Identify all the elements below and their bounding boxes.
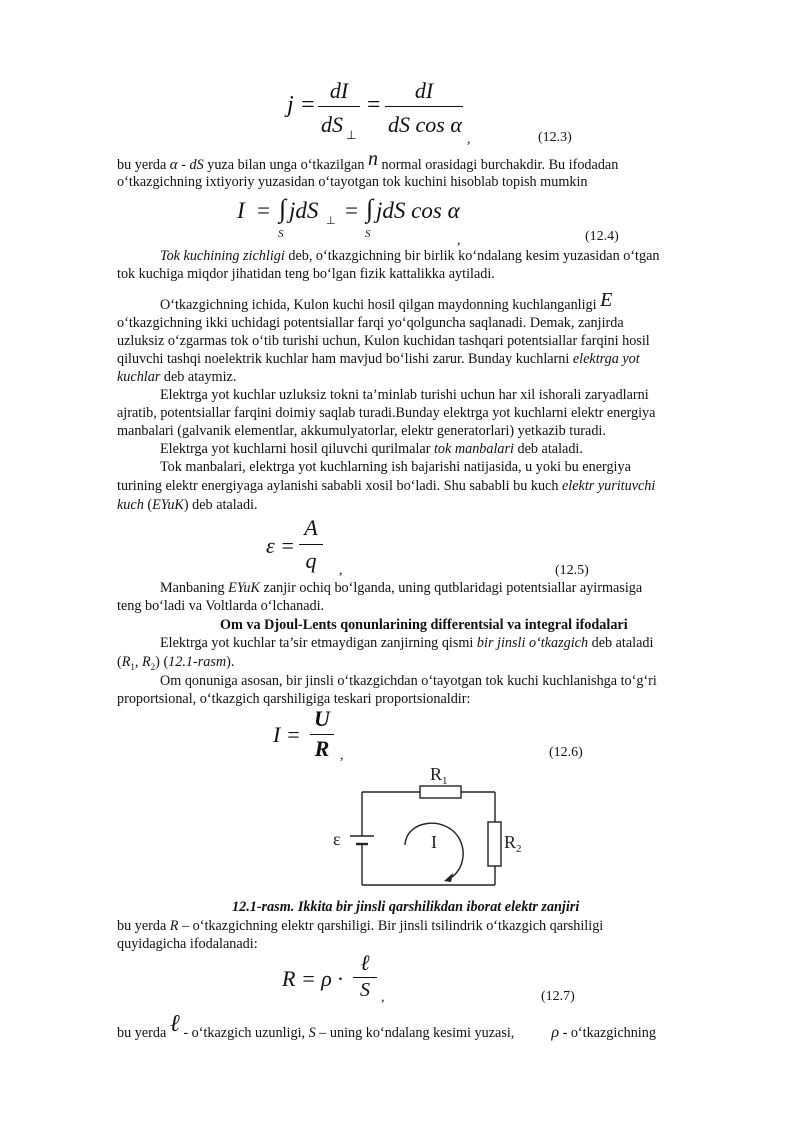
italic-text: elektr yurituvchi — [561, 478, 656, 494]
italic-text: bir jinsli o‘tkazgich — [476, 635, 589, 651]
equation-number: (12.5) — [555, 563, 589, 578]
paragraph-line — [160, 248, 780, 265]
text: Elektrga yot kuchlarni hosil qiluvchi qurilmalar — [160, 441, 434, 457]
equation-number: (12.6) — [549, 745, 583, 760]
eq-numerator: ℓ — [360, 950, 370, 975]
eq-body — [376, 198, 460, 224]
italic-text: EYuK — [228, 580, 260, 596]
paragraph-line: teng bo‘ladi va Voltlarda o‘lchanadi. — [117, 598, 325, 614]
alpha-symbol: α — [169, 157, 178, 173]
S-symbol: S — [308, 1025, 316, 1041]
dS-symbol: dS — [189, 157, 204, 173]
figure-reference: 12.1-rasm — [168, 654, 227, 670]
eq-equals: = — [367, 92, 381, 118]
paragraph-line: proportsional, o‘tkazgich qarshiligiga teskari proportsionaldir: — [117, 691, 471, 707]
ell-symbol: ℓ — [169, 1011, 180, 1037]
italic-text: tok manbalari — [433, 441, 514, 457]
italic-text: Tok kuchining zichligi — [160, 248, 285, 264]
eq-lhs: ε = — [266, 533, 296, 558]
circuit-diagram — [320, 760, 550, 895]
text: ( — [117, 654, 122, 670]
eq-denominator: S — [360, 979, 370, 1001]
perp-symbol: ⊥ — [326, 215, 336, 227]
paragraph-line — [117, 918, 737, 935]
text: - — [177, 157, 190, 173]
equation-number: (12.4) — [585, 229, 619, 244]
figure-caption: 12.1-rasm. Ikkita bir jinsli qarshilikdan iborat elektr zanjiri — [232, 899, 580, 915]
text: qiluvchi tashqi noelektrik kuchlar ham mavjud bo‘lishi zarur. Bunday kuchlarni — [117, 351, 573, 367]
eq-lhs: j = — [287, 92, 316, 118]
text: – uning ko‘ndalang kesimi yuzasi, — [315, 1025, 515, 1041]
eq-numerator: A — [304, 515, 318, 540]
italic-text: kuchlar — [117, 369, 161, 385]
R-symbol: R — [169, 918, 179, 934]
text: bu yerda — [117, 1025, 170, 1041]
paragraph-line: Tok manbalari, elektrga yot kuchlarning ish bajarishi natijasida, u yoki bu energiya — [160, 459, 631, 475]
italic-text: EYuK — [152, 497, 184, 513]
fraction-bar — [318, 106, 360, 107]
subscript: 2 — [150, 661, 156, 672]
paragraph-line: uzluksiz o‘zgarmas tok o‘tib turishi uchun, Kulon kuchidan tashqari potentsiallar farqini hosil — [117, 333, 650, 349]
text: bu yerda — [117, 918, 170, 934]
resistor-r2 — [488, 822, 501, 866]
italic-text: kuch — [117, 497, 144, 513]
text: ( — [143, 497, 153, 513]
eq-numerator: dI — [414, 78, 434, 103]
equation-number: (12.3) — [538, 130, 572, 145]
text: zanjir ochiq bo‘lganda, uning qutblaridagi potentsiallar ayirmasiga — [259, 580, 643, 596]
integral-symbol: ∫ — [366, 194, 374, 223]
text: – o‘tkazgichning elektr qarshiligi. Bir jinsli tsilindrik o‘tkazgich qarshiligi — [178, 918, 604, 934]
text: ) ( — [155, 654, 169, 670]
fraction-bar — [385, 106, 463, 107]
equation-number: (12.7) — [541, 989, 575, 1004]
fraction-bar — [299, 544, 323, 545]
paragraph-line: Om qonuniga asosan, bir jinsli o‘tkazgichdan o‘tayotgan tok kuchi kuchlanishga to‘g‘ri — [160, 673, 657, 689]
eq-numerator: U — [314, 706, 330, 731]
eq-lhs: I = — [273, 722, 301, 747]
paragraph-line — [160, 441, 780, 458]
eq-numerator: dI — [329, 78, 349, 103]
text: bu yerda — [117, 157, 170, 173]
section-heading: Om va Djoul-Lents qonunlarining differentsial va integral ifodalari — [220, 617, 628, 633]
eq-denominator: R — [314, 736, 330, 761]
text: , — [134, 654, 142, 670]
integral-symbol: ∫ — [279, 194, 287, 223]
dS-cos-text: dS cos — [388, 112, 445, 137]
fraction-bar — [310, 734, 334, 735]
text: turining elektr energiyaga aylanishi sababli xosil bo‘ladi. Shu sababli bu kuch — [117, 478, 562, 494]
paragraph-line — [117, 148, 737, 174]
paragraph-line: Elektrga yot kuchlar uzluksiz tokni ta’minlab turishi uchun har xil ishorali zaryadlarni — [160, 387, 649, 403]
rho-symbol: ρ — [551, 1024, 560, 1041]
text: ). — [226, 654, 235, 670]
text: normal orasidagi burchakdir. Bu ifodadan — [377, 157, 619, 173]
eq-denominator: q — [305, 548, 317, 573]
eq-I: I — [237, 198, 245, 223]
resistor-r1 — [420, 786, 461, 798]
eq-equals: = — [257, 198, 270, 223]
subscript: 1 — [130, 661, 135, 672]
perp-symbol: ⊥ — [346, 128, 357, 142]
eq-lhs: R = ρ · — [282, 966, 343, 991]
paragraph-line — [160, 580, 780, 597]
text: O‘tkazgichning ichida, Kulon kuchi hosil qilgan maydonning kuchlanganligi — [160, 297, 601, 313]
paragraph-line — [117, 478, 737, 495]
text: - o‘tkazgichning — [559, 1025, 656, 1041]
integral-subscript: S — [365, 228, 371, 240]
eq-body: jdS — [289, 198, 319, 223]
text: yuza bilan unga o‘tkazilgan — [203, 157, 368, 173]
paragraph-line: quyidagicha ifodalanadi: — [117, 936, 258, 952]
text: deb, o‘tkazgichning bir birlik ko‘ndalang kesim yuzasidan o‘tgan — [284, 248, 660, 264]
text: ) deb ataladi. — [183, 497, 258, 513]
alpha-symbol: α — [447, 198, 460, 223]
paragraph-line — [160, 289, 780, 314]
eq-comma: , — [340, 748, 344, 763]
paragraph-line — [160, 635, 780, 652]
alpha-symbol: α — [450, 112, 462, 137]
label-r1: $R_1$ — [430, 764, 448, 787]
eq-denominator: dS — [321, 112, 343, 137]
eq-comma: , — [339, 563, 343, 578]
eq-comma: , — [467, 132, 471, 147]
jdS-cos-text: jdS cos — [376, 198, 442, 223]
E-symbol: E — [600, 289, 613, 311]
paragraph-line: o‘tkazgichning ikki uchidagi potentsiallar farqi yo‘qolguncha saqlanadi. Demak, zanjirda — [117, 315, 624, 331]
paragraph-line: manbalari (galvanik elementlar, akkumulyatorlar, elektr generatorlari) yetkazib turadi. — [117, 423, 606, 439]
label-emf: ε — [333, 829, 341, 849]
integral-subscript: S — [278, 228, 284, 240]
text: Elektrga yot kuchlar ta’sir etmaydigan zanjirning qismi — [160, 635, 477, 651]
text: deb ataladi. — [513, 441, 583, 457]
fraction-bar — [353, 977, 377, 978]
label-r2: $R_2$ — [504, 832, 522, 855]
italic-text: elektrga yot — [572, 351, 640, 367]
arrow-head-icon — [444, 873, 453, 882]
paragraph-line: o‘tkazgichning ixtiyoriy yuzasidan o‘tayotgan tok kuchini hisoblab topish mumkin — [117, 174, 588, 190]
eq-comma: , — [381, 990, 385, 1005]
paragraph-line: tok kuchiga miqdor jihatidan teng bo‘lgan fizik kattalikka aytiladi. — [117, 266, 495, 282]
n-symbol: n — [367, 148, 378, 170]
R1-symbol: R — [121, 654, 131, 670]
text: deb ataladi — [588, 635, 654, 651]
paragraph-line: ajratib, potentsiallar farqini doimiy saqlab turadi.Bunday elektrga yot kuchlarni elektr energiya — [117, 405, 656, 421]
paragraph-line — [117, 1011, 737, 1042]
text: deb ataymiz. — [160, 369, 237, 385]
text: Manbaning — [160, 580, 229, 596]
text: - o‘tkazgich uzunligi, — [179, 1025, 309, 1041]
label-current: I — [431, 832, 437, 852]
eq-denominator — [388, 112, 462, 138]
eq-comma: , — [457, 233, 461, 248]
paragraph-line — [117, 369, 737, 386]
eq-equals: = — [345, 198, 358, 223]
paragraph-line — [117, 497, 737, 514]
paragraph-line — [117, 351, 737, 368]
R2-symbol: R — [142, 654, 151, 670]
